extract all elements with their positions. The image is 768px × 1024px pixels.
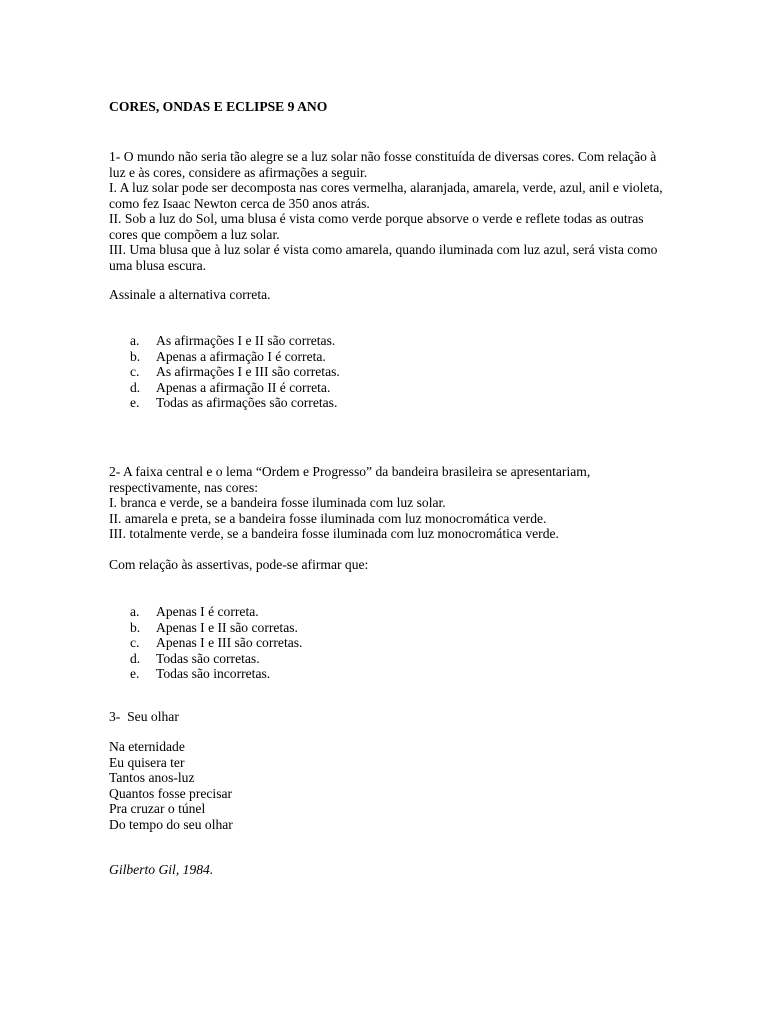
option-item [130, 364, 340, 380]
poem-attribution: Gilberto Gil, 1984. [109, 862, 214, 877]
option-letter: c. [130, 635, 140, 650]
question-1-options [130, 333, 340, 411]
option-text: Apenas a afirmação I é correta. [156, 348, 326, 364]
question-2-statement-3: III. totalmente verde, se a bandeira fosse iluminada com luz monocromática verde. [109, 526, 559, 541]
option-letter: c. [130, 364, 140, 379]
option-letter: e. [130, 666, 140, 681]
option-text: As afirmações I e II são corretas. [156, 333, 336, 348]
question-2 [109, 464, 669, 542]
option-item [130, 395, 340, 411]
question-2-statement-1: I. branca e verde, se a bandeira fosse iluminada com luz solar. [109, 495, 446, 510]
question-2-intro: 2- A faixa central e o lema “Ordem e Progresso” da bandeira brasileira se apresentariam, respectivamente, nas cores: [109, 464, 591, 495]
option-text: Todas são corretas. [156, 650, 260, 666]
question-1-statement-3: III. Uma blusa que à luz solar é vista como amarela, quando iluminada com luz azul, será vista como uma blusa escura. [109, 242, 658, 273]
option-item [130, 620, 302, 636]
question-2-statement-2: II. amarela e preta, se a bandeira fosse iluminada com luz monocromática verde. [109, 510, 547, 526]
question-3-heading: 3- Seu olhar [109, 709, 179, 724]
poem-line: Do tempo do seu olhar [109, 816, 233, 832]
option-letter: b. [130, 348, 141, 364]
poem-line: Na eternidade [109, 739, 185, 754]
option-letter: d. [130, 379, 141, 395]
question-1-statement-2: II. Sob a luz do Sol, uma blusa é vista como verde porque absorve o verde e reflete todas as outras cores que compõem a luz solar. [109, 211, 644, 242]
option-letter: b. [130, 619, 141, 635]
document-title: CORES, ONDAS E ECLIPSE 9 ANO [109, 99, 328, 114]
option-text: Apenas a afirmação II é correta. [156, 379, 331, 395]
question-1 [109, 149, 669, 273]
option-letter: d. [130, 650, 141, 666]
option-item [130, 349, 340, 365]
poem-line: Quantos fosse precisar [109, 785, 233, 801]
option-letter: a. [130, 604, 140, 619]
poem [109, 739, 669, 832]
option-text: Apenas I é correta. [156, 604, 259, 619]
question-2-prompt: Com relação às assertivas, pode-se afirmar que: [109, 557, 369, 572]
poem-line: Eu quisera ter [109, 754, 185, 770]
option-text: Todas são incorretas. [156, 666, 271, 681]
option-text: As afirmações I e III são corretas. [156, 364, 340, 379]
option-item [130, 635, 302, 651]
option-item [130, 666, 302, 682]
option-item [130, 604, 302, 620]
option-text: Todas as afirmações são corretas. [156, 395, 338, 410]
poem-line: Tantos anos-luz [109, 770, 195, 785]
option-text: Apenas I e III são corretas. [156, 635, 303, 650]
question-1-prompt: Assinale a alternativa correta. [109, 287, 271, 302]
option-item [130, 651, 302, 667]
option-letter: a. [130, 333, 140, 348]
option-item [130, 333, 340, 349]
poem-line: Pra cruzar o túnel [109, 801, 206, 816]
option-text: Apenas I e II são corretas. [156, 619, 298, 635]
question-2-options [130, 604, 302, 682]
question-1-statement-1: I. A luz solar pode ser decomposta nas cores vermelha, alaranjada, amarela, verde, azul, anil e violeta, como fez Isaac Newton cerca de 350 anos atrás. [109, 180, 663, 211]
question-1-intro: 1- O mundo não seria tão alegre se a luz solar não fosse constituída de diversas cores. Com relação à luz e às cores, considere as afirmações a seguir. [109, 149, 657, 180]
option-item [130, 380, 340, 396]
option-letter: e. [130, 395, 140, 410]
